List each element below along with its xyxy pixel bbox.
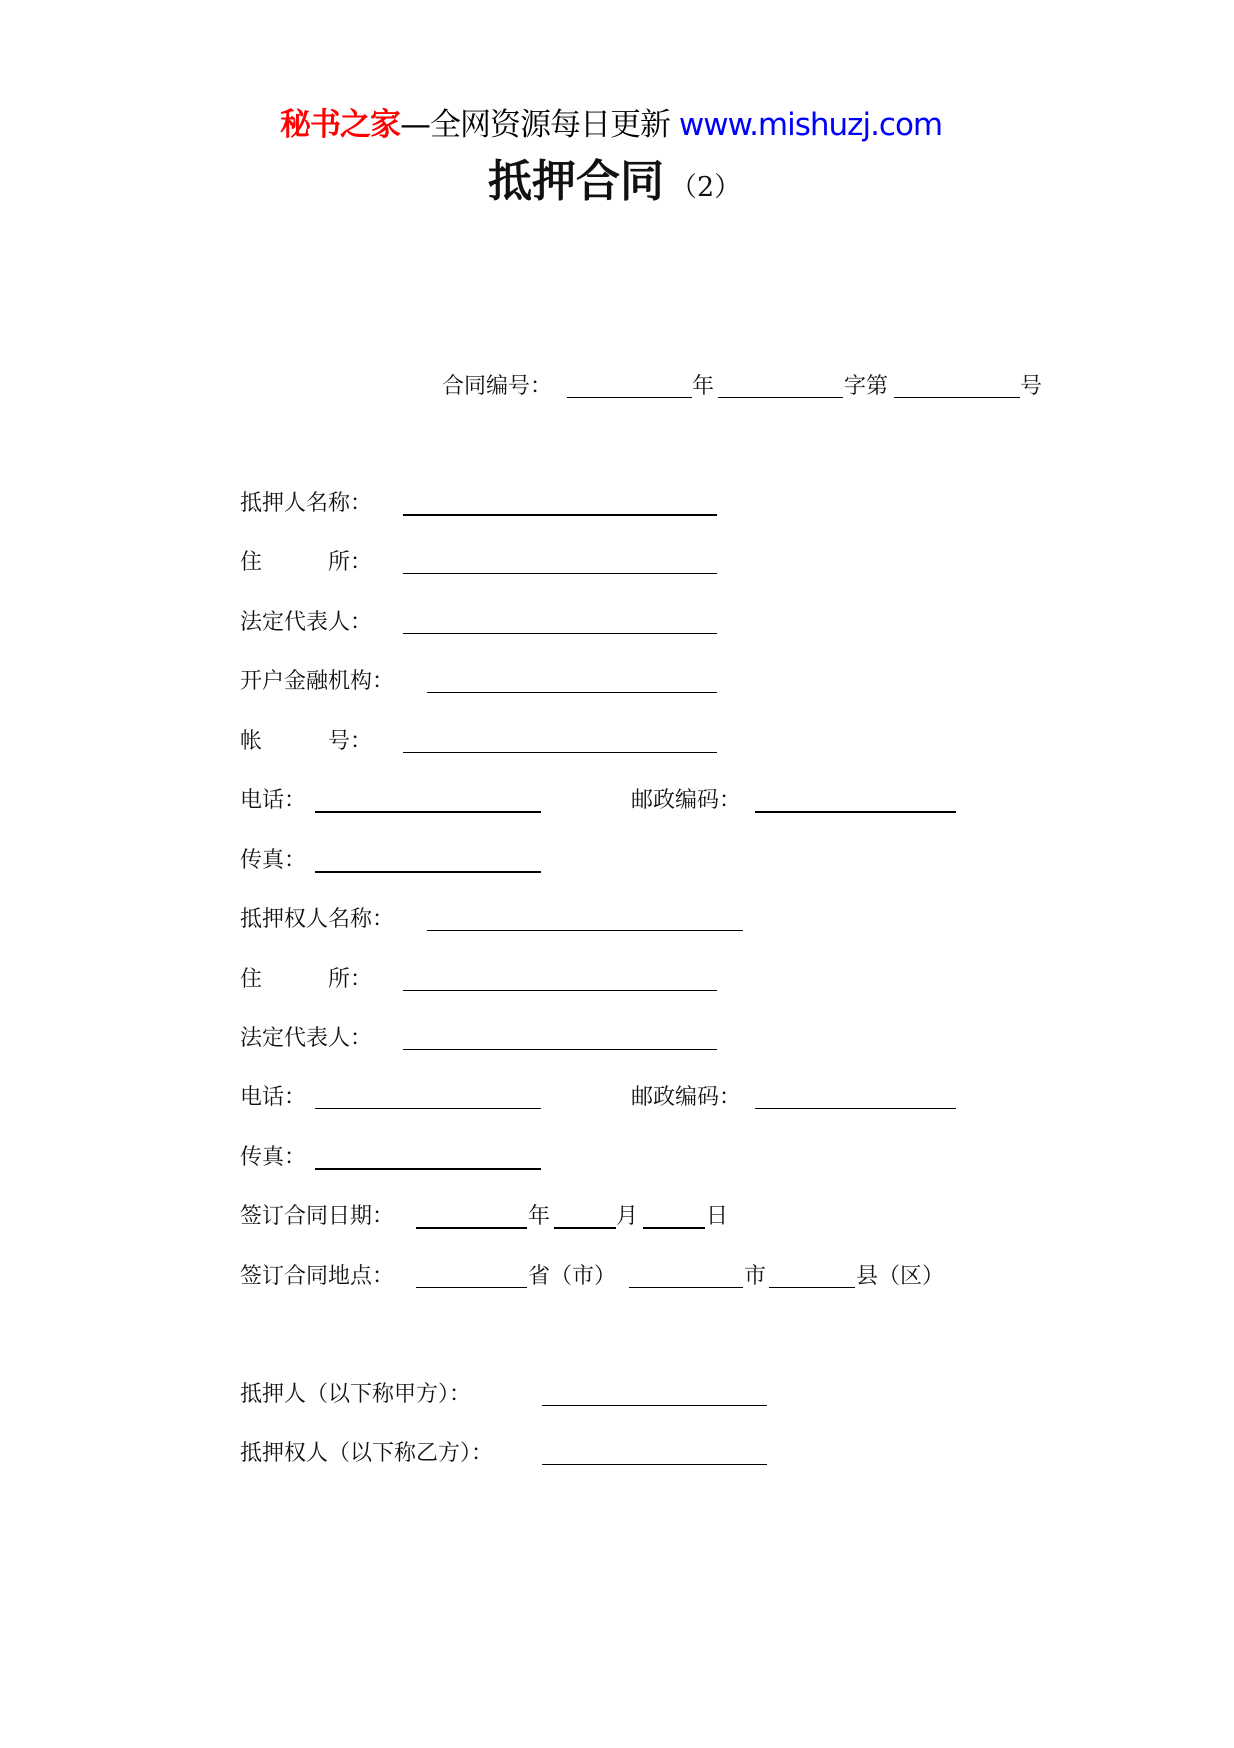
contract-no-hao: 号	[1020, 374, 1043, 399]
postcode1-field[interactable]	[755, 811, 956, 813]
sign-province-unit: 省（市）	[528, 1264, 617, 1289]
sign-place-label: 签订合同地点：	[240, 1264, 395, 1289]
sign-county-field[interactable]	[769, 1287, 855, 1288]
phone2-field[interactable]	[315, 1108, 541, 1109]
sign-city-field[interactable]	[629, 1287, 743, 1288]
phone2-label: 电话：	[240, 1085, 307, 1110]
address2-label: 住 所：	[240, 967, 373, 992]
legal-rep2-label: 法定代表人：	[240, 1026, 373, 1051]
account-label: 帐 号：	[240, 729, 373, 754]
party-a-field[interactable]	[542, 1405, 767, 1406]
title-number: （2）	[670, 172, 742, 203]
account-field[interactable]	[403, 752, 717, 753]
address1-label: 住 所：	[240, 550, 373, 575]
contract-no-zi-blank[interactable]	[718, 397, 843, 398]
title-main: 抵押合同	[488, 156, 664, 207]
document-title	[488, 154, 741, 216]
fax1-field[interactable]	[315, 871, 541, 873]
sign-city-unit: 市	[744, 1264, 767, 1289]
address1-field[interactable]	[403, 573, 717, 574]
contract-no-year: 年	[692, 374, 715, 399]
party-b-field[interactable]	[542, 1464, 767, 1465]
legal-rep2-field[interactable]	[403, 1049, 717, 1050]
party-a-label: 抵押人（以下称甲方）：	[240, 1382, 472, 1407]
site-banner	[280, 104, 942, 146]
sign-year-field[interactable]	[416, 1227, 527, 1229]
fax1-label: 传真：	[240, 848, 307, 873]
mortgagee-name-label: 抵押权人名称：	[240, 907, 395, 932]
mortgagee-name-field[interactable]	[427, 930, 743, 931]
sign-month-unit: 月	[616, 1204, 639, 1229]
bank-field[interactable]	[427, 692, 717, 693]
site-url[interactable]: www.mishuzj.com	[678, 107, 943, 143]
postcode2-label: 邮政编码：	[631, 1085, 742, 1110]
brand-name: 秘书之家	[280, 107, 400, 143]
legal-rep1-label: 法定代表人：	[240, 610, 373, 635]
legal-rep1-field[interactable]	[403, 633, 717, 634]
phone1-label: 电话：	[240, 788, 307, 813]
mortgagor-name-field[interactable]	[403, 514, 717, 516]
sign-day-field[interactable]	[643, 1227, 705, 1229]
fax2-label: 传真：	[240, 1145, 307, 1170]
slogan: —全网资源每日更新	[400, 107, 679, 143]
postcode2-field[interactable]	[755, 1108, 956, 1109]
sign-year-unit: 年	[528, 1204, 551, 1229]
party-b-label: 抵押权人（以下称乙方）：	[240, 1441, 494, 1466]
mortgagor-name-label: 抵押人名称：	[240, 491, 373, 516]
bank-label: 开户金融机构：	[240, 669, 395, 694]
contract-no-number-blank[interactable]	[894, 397, 1020, 398]
sign-province-field[interactable]	[416, 1287, 527, 1288]
sign-county-unit: 县（区）	[856, 1264, 945, 1289]
sign-day-unit: 日	[706, 1204, 729, 1229]
contract-no-zidi: 字第	[844, 374, 889, 399]
fax2-field[interactable]	[315, 1168, 541, 1170]
sign-date-label: 签订合同日期：	[240, 1204, 395, 1229]
phone1-field[interactable]	[315, 811, 541, 813]
address2-field[interactable]	[403, 990, 717, 991]
postcode1-label: 邮政编码：	[631, 788, 742, 813]
sign-month-field[interactable]	[554, 1227, 616, 1229]
contract-no-year-blank[interactable]	[567, 397, 692, 398]
contract-no-label: 合同编号：	[442, 374, 553, 399]
